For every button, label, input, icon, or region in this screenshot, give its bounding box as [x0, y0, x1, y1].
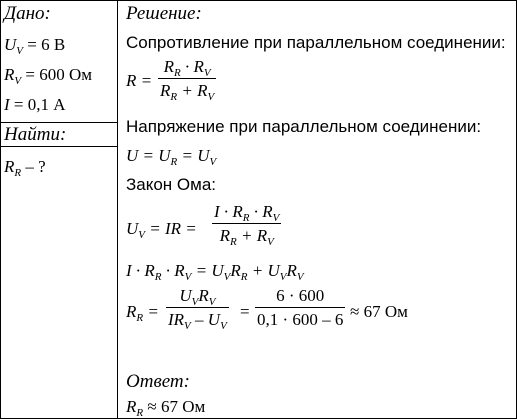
- find-value: $R_R$ – ?: [4, 157, 46, 179]
- formula-expanded: $I \cdot R_R \cdot R_V = U_VR_R + U_VR_V$: [126, 261, 304, 283]
- solution-header: Решение:: [126, 3, 202, 24]
- given-header: Дано:: [4, 3, 51, 24]
- formula-r-fraction: $R_R \cdot R_V$ $R_R + R_V$: [160, 57, 215, 103]
- answer-value: $R_R \approx 67$ Ом: [126, 397, 206, 419]
- formula-result-eq: =: [240, 302, 250, 321]
- find-divider: [0, 146, 117, 147]
- step3-text: Закон Ома:: [126, 175, 217, 194]
- given-current: I = 0,1 А: [4, 95, 66, 114]
- formula-numeric-fraction: 6 · 600 0,1 · 600 – 6: [257, 286, 344, 329]
- answer-header: Ответ:: [126, 371, 190, 392]
- formula-ohm-fraction: $I \cdot R_R \cdot R_V$ $R_R + R_V$: [214, 202, 280, 248]
- formula-result-fraction: $U_VR_V$ $IR_V - U_V$: [168, 286, 227, 332]
- given-voltage: $U_V = 6$ В: [4, 35, 66, 57]
- find-header: Найти:: [4, 124, 67, 145]
- formula-voltage: $U = U_R = U_V$: [126, 146, 217, 168]
- formula-result-lhs: $R_R$ =: [126, 302, 159, 324]
- formula-ohm-lhs: $U_V$ = IR =: [126, 219, 197, 241]
- step2-text: Напряжение при параллельном соединении:: [126, 117, 482, 136]
- step1-text: Сопротивление при параллельном соединении:: [126, 33, 506, 52]
- formula-r-lhs: R =: [126, 71, 153, 90]
- given-resistance: $R_V = 600$ Ом: [4, 65, 92, 87]
- column-divider: [117, 0, 118, 419]
- given-divider: [0, 122, 117, 123]
- formula-result-value: ≈ 67 Ом: [350, 302, 408, 321]
